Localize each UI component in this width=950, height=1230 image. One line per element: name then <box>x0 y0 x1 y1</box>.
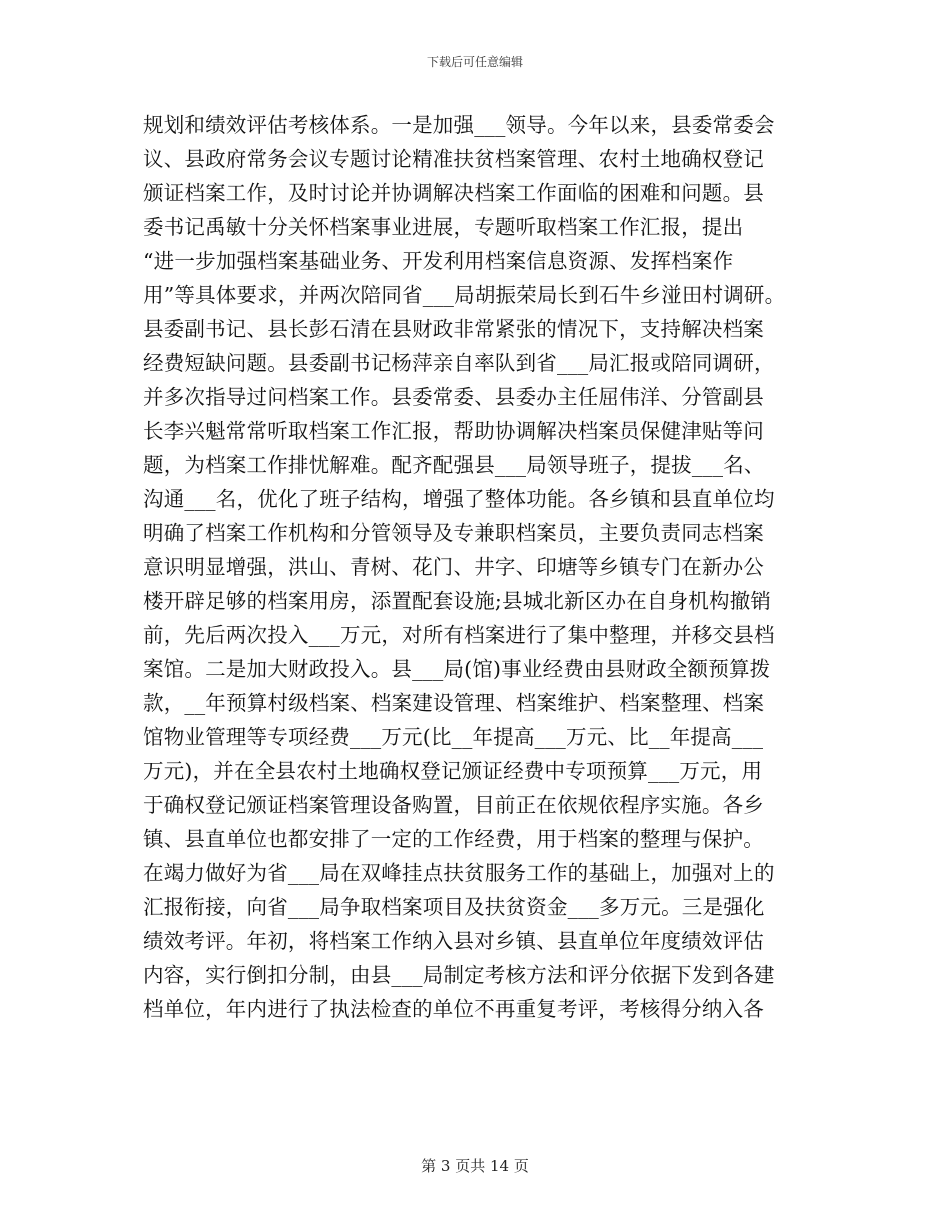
body-line: “进一步加强档案基础业务、开发利用档案信息资源、发挥档案作 <box>143 249 734 273</box>
page-footer: 第 3 页共 14 页 <box>421 1157 529 1175</box>
body-line: 内容，实行倒扣分制，由县___局制定考核方法和评分依据下发到各建 <box>143 963 775 987</box>
body-line: 楼开辟足够的档案用房，添置配套设施;县城北新区办在自身机构撤销 <box>143 589 772 613</box>
body-line: 汇报衔接，向省___局争取档案项目及扶贫资金___多万元。三是强化 <box>143 895 765 919</box>
body-line: 于确权登记颁证档案管理设备购置，目前正在依规依程序实施。各乡 <box>143 793 764 817</box>
body-line: 规划和绩效评估考核体系。一是加强___领导。今年以来，县委常委会 <box>143 113 775 137</box>
body-line: 万元)，并在全县农村土地确权登记颁证经费中专项预算___万元，用 <box>143 759 763 783</box>
body-line: 意识明显增强，洪山、青树、花门、井字、印塘等乡镇专门在新办公 <box>143 555 764 579</box>
body-line: 用”等具体要求，并两次陪同省___局胡振荣局长到石牛乡湴田村调研。 <box>143 283 786 307</box>
body-line: 绩效考评。年初，将档案工作纳入县对乡镇、县直单位年度绩效评估 <box>143 929 764 953</box>
body-line: 款，__年预算村级档案、档案建设管理、档案维护、档案整理、档案 <box>143 691 765 715</box>
body-line: 县委副书记、县长彭石清在县财政非常紧张的情况下，支持解决档案 <box>143 317 764 341</box>
body-line: 委书记禹敏十分关怀档案事业进展，专题听取档案工作汇报，提出 <box>143 215 744 239</box>
body-line: 颁证档案工作，及时讨论并协调解决档案工作面临的困难和问题。县 <box>143 181 764 205</box>
body-line: 案馆。二是加大财政投入。县___局(馆)事业经费由县财政全额预算拨 <box>143 657 771 681</box>
body-line: 并多次指导过问档案工作。县委常委、县委办主任屈伟洋、分管副县 <box>143 385 764 409</box>
body-line: 镇、县直单位也都安排了一定的工作经费，用于档案的整理与保护。 <box>143 827 764 851</box>
body-line: 馆物业管理等专项经费___万元(比__年提高___万元、比__年提高___ <box>143 725 764 749</box>
body-line: 经费短缺问题。县委副书记杨萍亲自率队到省___局汇报或陪同调研， <box>143 351 775 375</box>
body-line: 在竭力做好为省___局在双峰挂点扶贫服务工作的基础上，加强对上的 <box>143 861 775 885</box>
body-line: 题，为档案工作排忧解难。配齐配强县___局领导班子，提拔___名、 <box>143 453 765 477</box>
body-line: 档单位，年内进行了执法检查的单位不再重复考评，考核得分纳入各 <box>143 997 764 1021</box>
document-body <box>143 108 823 1026</box>
body-line: 沟通___名，优化了班子结构，增强了整体功能。各乡镇和县直单位均 <box>143 487 775 511</box>
body-line: 前，先后两次投入___万元，对所有档案进行了集中整理，并移交县档 <box>143 623 775 647</box>
body-line: 长李兴魁常常听取档案工作汇报，帮助协调解决档案员保健津贴等问 <box>143 419 764 443</box>
body-line: 明确了档案工作机构和分管领导及专兼职档案员，主要负责同志档案 <box>143 521 764 545</box>
body-line: 议、县政府常务会议专题讨论精准扶贫档案管理、农村土地确权登记 <box>143 147 764 171</box>
page-header: 下载后可任意编辑 <box>426 55 523 69</box>
